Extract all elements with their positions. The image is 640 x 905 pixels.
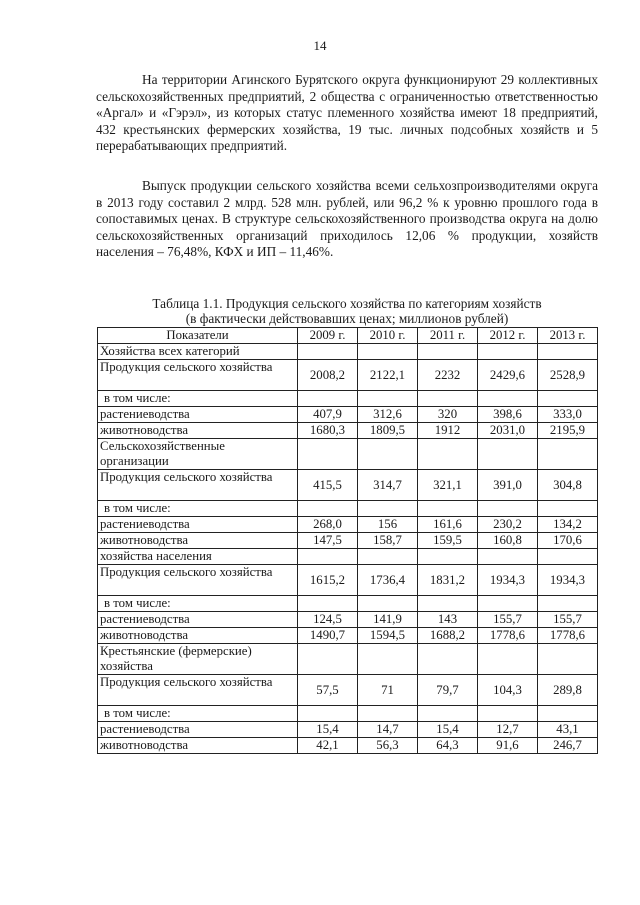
cell-value: 14,7 xyxy=(358,722,418,738)
row-label: Хозяйства всех категорий xyxy=(98,344,298,360)
paragraph-enterprises: На территории Агинского Бурятского округа функционируют 29 коллективных сельскохозяйственных предприятий, 2 общества с ограниченностью ответственностью «Аргал» и «Гэрэл», из которых статус племенного хозяйства имеют 18 предприятий, 432 крестьянских фермерских хозяйства, 19 тыс. личных подсобных хозяйств и 5 перерабатывающих предприятий. xyxy=(96,72,598,154)
cell-value: 2031,0 xyxy=(478,423,538,439)
table-row xyxy=(98,722,598,738)
cell-value xyxy=(418,501,478,517)
table-row xyxy=(98,738,598,754)
cell-value: 155,7 xyxy=(478,612,538,628)
cell-value xyxy=(298,391,358,407)
table-body xyxy=(98,344,598,754)
row-label: Крестьянские (фермерские) хозяйства xyxy=(98,644,298,675)
row-label: Сельскохозяйственные организации xyxy=(98,439,298,470)
row-label: в том числе: xyxy=(98,501,298,517)
cell-value: 246,7 xyxy=(538,738,598,754)
cell-value: 320 xyxy=(418,407,478,423)
cell-value: 314,7 xyxy=(358,470,418,501)
row-label: животноводства xyxy=(98,628,298,644)
cell-value xyxy=(478,644,538,675)
cell-value xyxy=(358,391,418,407)
cell-value: 42,1 xyxy=(298,738,358,754)
cell-value: 415,5 xyxy=(298,470,358,501)
cell-value xyxy=(418,596,478,612)
row-label: растениеводства xyxy=(98,407,298,423)
page-number: 14 xyxy=(313,38,327,53)
row-label: хозяйства населения xyxy=(98,549,298,565)
cell-value xyxy=(298,501,358,517)
row-label: растениеводства xyxy=(98,517,298,533)
cell-value: 15,4 xyxy=(298,722,358,738)
cell-value: 1934,3 xyxy=(478,565,538,596)
row-label: Продукция сельского хозяйства xyxy=(98,675,298,706)
cell-value xyxy=(478,501,538,517)
cell-value: 79,7 xyxy=(418,675,478,706)
cell-value: 1594,5 xyxy=(358,628,418,644)
row-label: Продукция сельского хозяйства xyxy=(98,470,298,501)
cell-value xyxy=(418,706,478,722)
cell-value: 64,3 xyxy=(418,738,478,754)
cell-value: 2008,2 xyxy=(298,360,358,391)
cell-value: 398,6 xyxy=(478,407,538,423)
row-label: животноводства xyxy=(98,738,298,754)
cell-value xyxy=(538,501,598,517)
cell-value: 160,8 xyxy=(478,533,538,549)
cell-value xyxy=(358,644,418,675)
cell-value xyxy=(358,706,418,722)
cell-value xyxy=(538,549,598,565)
table-row xyxy=(98,391,598,407)
cell-value: 155,7 xyxy=(538,612,598,628)
cell-value: 268,0 xyxy=(298,517,358,533)
table-row xyxy=(98,644,598,675)
cell-value: 1615,2 xyxy=(298,565,358,596)
cell-value xyxy=(478,549,538,565)
cell-value: 1680,3 xyxy=(298,423,358,439)
cell-value xyxy=(418,439,478,470)
cell-value xyxy=(478,439,538,470)
cell-value: 2429,6 xyxy=(478,360,538,391)
cell-value: 91,6 xyxy=(478,738,538,754)
table-row xyxy=(98,439,598,470)
table-row xyxy=(98,407,598,423)
cell-value: 230,2 xyxy=(478,517,538,533)
row-label: в том числе: xyxy=(98,596,298,612)
table-row xyxy=(98,706,598,722)
cell-value: 321,1 xyxy=(418,470,478,501)
cell-value: 1778,6 xyxy=(538,628,598,644)
cell-value xyxy=(478,596,538,612)
cell-value: 57,5 xyxy=(298,675,358,706)
cell-value: 312,6 xyxy=(358,407,418,423)
table-row xyxy=(98,344,598,360)
cell-value: 104,3 xyxy=(478,675,538,706)
table-subcaption: (в фактически действовавших ценах; миллионов рублей) xyxy=(185,311,509,326)
cell-value xyxy=(358,501,418,517)
cell-value xyxy=(298,344,358,360)
cell-value xyxy=(478,344,538,360)
cell-value: 124,5 xyxy=(298,612,358,628)
cell-value: 156 xyxy=(358,517,418,533)
cell-value: 1778,6 xyxy=(478,628,538,644)
cell-value: 143 xyxy=(418,612,478,628)
cell-value xyxy=(358,344,418,360)
cell-value: 391,0 xyxy=(478,470,538,501)
row-label: в том числе: xyxy=(98,706,298,722)
cell-value xyxy=(478,391,538,407)
cell-value: 407,9 xyxy=(298,407,358,423)
cell-value xyxy=(538,439,598,470)
table-header-row xyxy=(98,328,598,344)
cell-value: 2122,1 xyxy=(358,360,418,391)
cell-value xyxy=(538,391,598,407)
header-2013: 2013 г. xyxy=(538,328,598,344)
cell-value: 1831,2 xyxy=(418,565,478,596)
cell-value: 134,2 xyxy=(538,517,598,533)
table-row xyxy=(98,470,598,501)
table-row xyxy=(98,360,598,391)
cell-value: 304,8 xyxy=(538,470,598,501)
cell-value xyxy=(298,549,358,565)
cell-value xyxy=(418,391,478,407)
table-row xyxy=(98,423,598,439)
cell-value: 170,6 xyxy=(538,533,598,549)
cell-value: 12,7 xyxy=(478,722,538,738)
header-2011: 2011 г. xyxy=(418,328,478,344)
cell-value: 158,7 xyxy=(358,533,418,549)
cell-value: 1688,2 xyxy=(418,628,478,644)
header-indicators: Показатели xyxy=(98,328,298,344)
table-row xyxy=(98,549,598,565)
header-2010: 2010 г. xyxy=(358,328,418,344)
table-row xyxy=(98,675,598,706)
row-label: животноводства xyxy=(98,423,298,439)
cell-value: 71 xyxy=(358,675,418,706)
cell-value: 2195,9 xyxy=(538,423,598,439)
cell-value: 15,4 xyxy=(418,722,478,738)
cell-value xyxy=(538,644,598,675)
header-2012: 2012 г. xyxy=(478,328,538,344)
cell-value xyxy=(298,439,358,470)
cell-value: 141,9 xyxy=(358,612,418,628)
row-label: растениеводства xyxy=(98,612,298,628)
cell-value xyxy=(418,344,478,360)
production-table xyxy=(97,327,598,754)
cell-value xyxy=(418,549,478,565)
cell-value xyxy=(478,706,538,722)
cell-value: 1490,7 xyxy=(298,628,358,644)
row-label: в том числе: xyxy=(98,391,298,407)
table-row xyxy=(98,612,598,628)
table-caption: Таблица 1.1. Продукция сельского хозяйства по категориям хозяйств xyxy=(152,296,542,311)
cell-value xyxy=(298,706,358,722)
cell-value xyxy=(538,706,598,722)
row-label: животноводства xyxy=(98,533,298,549)
cell-value: 56,3 xyxy=(358,738,418,754)
cell-value: 147,5 xyxy=(298,533,358,549)
cell-value xyxy=(298,644,358,675)
cell-value xyxy=(538,344,598,360)
row-label: растениеводства xyxy=(98,722,298,738)
header-2009: 2009 г. xyxy=(298,328,358,344)
cell-value xyxy=(358,549,418,565)
table-row xyxy=(98,628,598,644)
cell-value: 333,0 xyxy=(538,407,598,423)
cell-value: 2528,9 xyxy=(538,360,598,391)
paragraph-output: Выпуск продукции сельского хозяйства всеми сельхозпроизводителями округа в 2013 году составил 2 млрд. 528 млн. рублей, или 96,2 % к уровню прошлого года в сопоставимых ценах. В структуре сельскохозяйственного производства округа на долю сельскохозяйственных организаций приходилось 12,06 % продукции, хозяйств населения – 76,48%, КФХ и ИП – 11,46%. xyxy=(96,178,598,260)
cell-value: 289,8 xyxy=(538,675,598,706)
table-row xyxy=(98,501,598,517)
cell-value xyxy=(418,644,478,675)
cell-value: 1934,3 xyxy=(538,565,598,596)
table-row xyxy=(98,533,598,549)
cell-value: 1809,5 xyxy=(358,423,418,439)
cell-value xyxy=(298,596,358,612)
cell-value xyxy=(358,596,418,612)
cell-value xyxy=(538,596,598,612)
row-label: Продукция сельского хозяйства xyxy=(98,565,298,596)
cell-value: 161,6 xyxy=(418,517,478,533)
table-row xyxy=(98,517,598,533)
table-row xyxy=(98,596,598,612)
cell-value: 43,1 xyxy=(538,722,598,738)
table-row xyxy=(98,565,598,596)
cell-value: 1736,4 xyxy=(358,565,418,596)
cell-value: 159,5 xyxy=(418,533,478,549)
row-label: Продукция сельского хозяйства xyxy=(98,360,298,391)
cell-value: 2232 xyxy=(418,360,478,391)
cell-value xyxy=(358,439,418,470)
cell-value: 1912 xyxy=(418,423,478,439)
